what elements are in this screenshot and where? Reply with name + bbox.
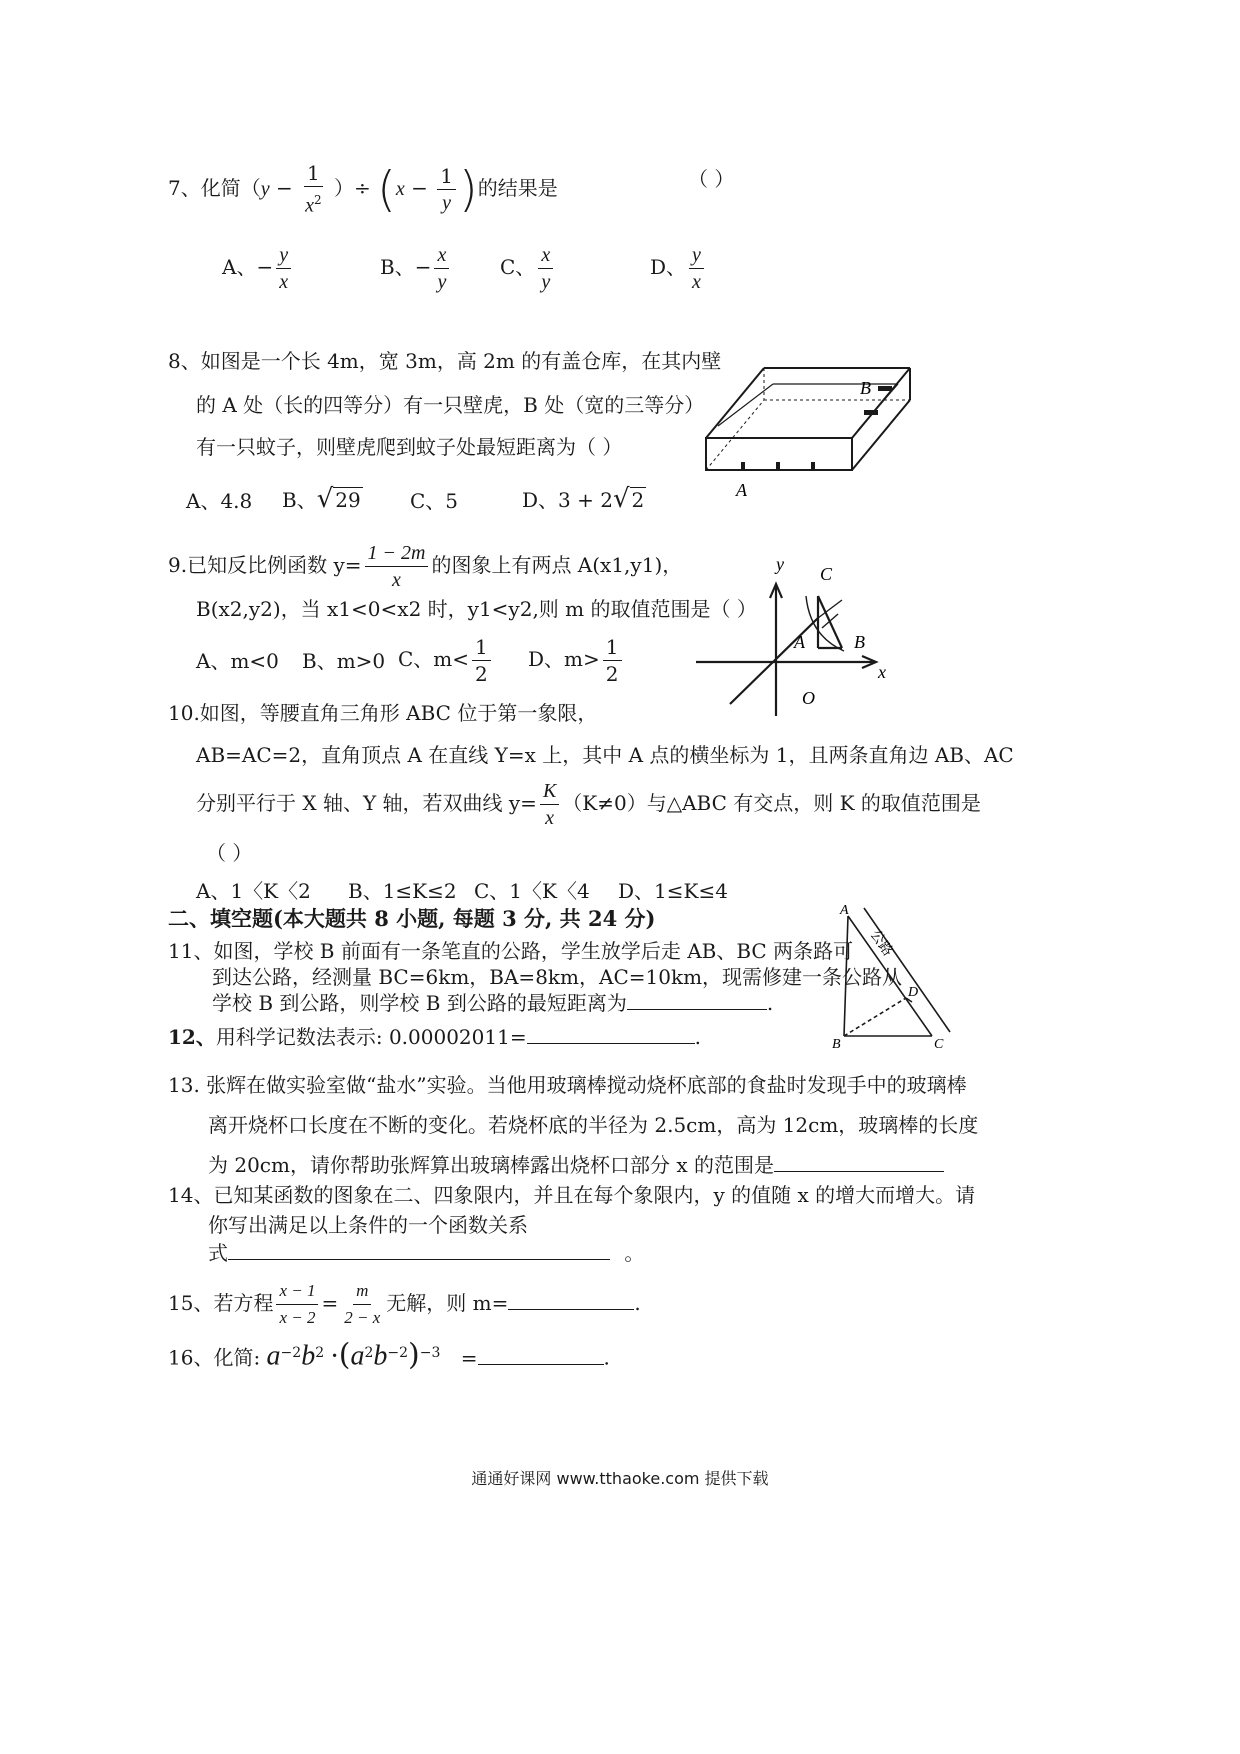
q7-stem: 7、化简（y − $\frac{1}{x^2}$ ）÷ (x − $\frac{1}{y}$ )的结果是 [168,161,558,218]
q8-option-a: A、4.8 [186,489,253,513]
q8-line-2: 的 A 处（长的四等分）有一只壁虎，B 处（宽的三等分） [196,393,705,417]
q13-line-1: 13. 张辉在做实验室做“盐水”实验。当他用玻璃棒搅动烧杯底部的食盐时发现手中的玻璃棒 [168,1073,967,1097]
q9-line-1: 9.已知反比例函数 y= $\frac{1 - 2m}{x}$ 的图象上有两点 A(x1,y1)， [168,542,683,591]
q13-line-2: 离开烧杯口长度在不断的变化。若烧杯底的半径为 2.5cm，高为 12cm，玻璃棒的长度 [208,1113,979,1137]
q10-fig-label-a: A [794,632,805,652]
page-footer: 通通好课网 www.tthaoke.com 提供下载 [471,1469,769,1488]
q8-box-figure [698,360,924,506]
q10-option-d: D、1≤K≤4 [618,879,728,903]
q8-line-3: 有一只蚊子，则壁虎爬到蚊子处最短距离为（ ） [196,435,623,459]
q12-line: 12、用科学记数法表示: 0.00002011= . [168,1025,701,1049]
q15-line: 15、若方程 $\frac{x - 1}{x - 2}$ = $\frac{m}{2 - x}$ 无解，则 m= . [168,1278,641,1331]
q9-option-c: C、m< $\frac{1}{2}$ [398,634,494,687]
q15-answer-blank[interactable] [508,1309,634,1310]
q8-fig-label-a: A [736,480,747,500]
q10-fig-label-o: O [802,688,815,708]
q10-line-2: AB=AC=2，直角顶点 A 在直线 Y=x 上，其中 A 点的横坐标为 1，且两条直角边 AB、AC [196,743,1014,767]
q9-option-d: D、m> $\frac{1}{2}$ [528,634,625,687]
q16-answer-blank[interactable] [478,1364,604,1365]
section-fill-in-heading: 二、填空题(本大题共 8 小题, 每题 3 分, 共 24 分) [168,906,656,931]
q9-line-2: B(x2,y2)，当 x1<0<x2 时，y1<y2,则 m 的取值范围是（ ） [196,597,757,621]
q14-line-2: 你写出满足以上条件的一个函数关系 [208,1213,528,1237]
q10-fig-label-b: B [854,632,865,652]
q7-option-a: A、− $\frac{y}{x}$ [222,242,294,295]
q10-line-1: 10.如图，等腰直角三角形 ABC 位于第一象限， [168,701,598,725]
q8-line-1: 8、如图是一个长 4m，宽 3m，高 2m 的有盖仓库，在其内壁 [168,349,722,373]
q10-option-a: A、1〈K〈2 [196,879,311,903]
q14-line-1: 14、已知某函数的图象在二、四象限内，并且在每个象限内，y 的值随 x 的增大而增大。请 [168,1183,976,1207]
q10-option-b: B、1≤K≤2 [348,879,457,903]
q10-line-3: 分别平行于 X 轴、Y 轴，若双曲线 y= $\frac{K}{x}$ （K≠0）与△ABC 有交点，则 K 的取值范围是 [196,780,981,829]
q11-fig-label-a: A [840,903,849,918]
q7-option-b: B、− $\frac{x}{y}$ [380,242,452,295]
q10-fig-label-x: x [878,662,886,682]
q10-fig-label-c: C [820,564,833,584]
q9-option-a: A、m<0 [196,649,279,673]
q11-fig-label-c: C [934,1037,944,1052]
q11-line-2: 到达公路，经测量 BC=6km，BA=8km，AC=10km，现需修建一条公路从 [212,965,903,989]
q16-line: 16、化简: $a^{-2}b^2 \cdot(a^2b^{-2})^{-3}$ = . [168,1337,610,1373]
q10-answer-paren: （ ） [206,841,253,865]
q7-option-c: C、 $\frac{x}{y}$ [500,242,556,295]
q7-answer-paren: （ ） [688,167,735,191]
q11-line-1: 11、如图，学校 B 前面有一条笔直的公路，学生放学后走 AB、BC 两条路可 [168,939,854,963]
q8-fig-label-b: B [860,378,871,398]
q9-option-b: B、m>0 [302,649,386,673]
q11-fig-label-b: B [832,1037,841,1052]
q11-road-figure [830,896,954,1056]
q14-answer-blank[interactable] [228,1259,610,1260]
q13-answer-blank[interactable] [774,1171,944,1172]
q11-line-3: 学校 B 到公路，则学校 B 到公路的最短距离为 . [212,991,774,1015]
q12-answer-blank[interactable] [527,1043,695,1044]
q10-option-c: C、1〈K〈4 [474,879,590,903]
q11-fig-label-road: 公路 [866,927,896,960]
q8-option-d: D、3 + 2 √ 2 [522,484,645,514]
q11-fig-label-d: D [908,985,919,1000]
q10-fig-label-y: y [776,556,784,574]
q7-option-d: D、 $\frac{y}{x}$ [650,242,707,295]
q14-line-3: 式 。 [208,1241,645,1265]
q8-option-b: B、 √ 29 [282,484,361,514]
q8-option-c: C、5 [410,489,459,513]
q13-line-3: 为 20cm，请你帮助张辉算出玻璃棒露出烧杯口部分 x 的范围是 [208,1152,944,1178]
q10-coordinate-figure [694,556,904,722]
q11-answer-blank[interactable] [627,1009,767,1010]
